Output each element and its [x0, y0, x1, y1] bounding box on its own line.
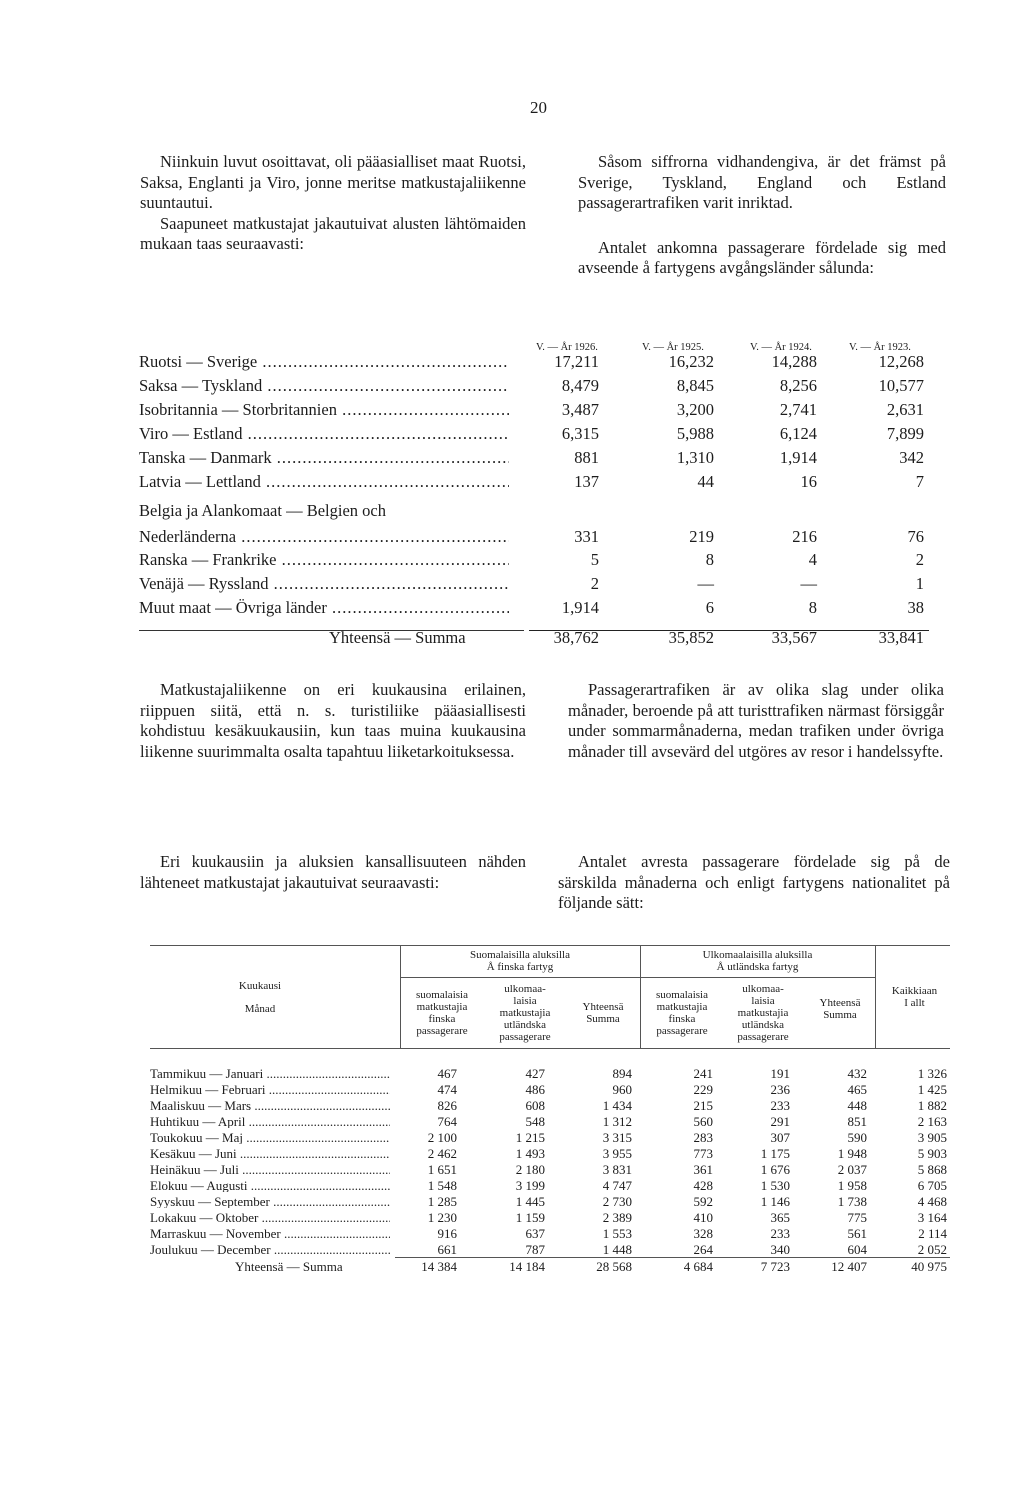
table-row	[139, 598, 939, 620]
table-row	[150, 1131, 950, 1144]
cell: 1,914	[779, 448, 817, 467]
header-foreign-domestic: suomalaisia matkustajia finska passagerare	[656, 989, 708, 1037]
table-row	[139, 501, 939, 523]
cell: 236	[770, 1082, 790, 1097]
cell: 448	[847, 1098, 867, 1113]
cell: 410	[693, 1210, 713, 1225]
header-month-sv: Månad	[244, 1003, 276, 1015]
cell: 851	[847, 1114, 867, 1129]
cell: 16,232	[668, 352, 714, 371]
year-header-1925: V. — År 1925.	[642, 342, 704, 353]
cell: 894	[612, 1066, 632, 1081]
cell: 1 230	[427, 1210, 457, 1225]
row-label: Maaliskuu — Mars .....	[150, 1099, 390, 1112]
cell: 881	[574, 448, 599, 467]
cell: 342	[899, 448, 924, 467]
cell: 3 905	[917, 1130, 947, 1145]
rule	[395, 1257, 950, 1258]
cell: —	[697, 574, 714, 593]
cell: 8	[705, 550, 714, 569]
cell: 219	[689, 527, 714, 546]
intro-fi-p2: Saapuneet matkustajat jakautuivat alusten lähtömaiden mukaan taas seuraavasti:	[140, 213, 526, 253]
intro-sv-p1: Såsom siffrorna vidhandengiva, är det främst på Sverige, Tyskland, England och Estland passagerartrafiken varit inriktad.	[578, 152, 946, 212]
cell: 6,124	[779, 424, 817, 443]
cell: 17,211	[554, 352, 599, 371]
cell: 5,988	[676, 424, 714, 443]
lower-fi-text: Eri kuukausiin ja aluksien kansallisuuteen nähden lähteneet matkustajat jakautuivat seuraavasti:	[140, 852, 526, 892]
row-label: Syyskuu — September .....	[150, 1195, 390, 1208]
cell: 137	[574, 472, 599, 491]
cell: 1 434	[602, 1098, 632, 1113]
cell: 1 651	[427, 1162, 457, 1177]
table-row	[139, 352, 939, 374]
cell: 604	[847, 1242, 867, 1257]
cell: 2,631	[886, 400, 924, 419]
cell: 2 730	[602, 1194, 632, 1209]
cell: 561	[847, 1226, 867, 1241]
cell: 1 448	[602, 1242, 632, 1257]
cell: 2 462	[427, 1146, 457, 1161]
cell: 773	[693, 1146, 713, 1161]
cell: 1 146	[760, 1194, 790, 1209]
cell: 637	[525, 1226, 545, 1241]
cell: 1 553	[602, 1226, 632, 1241]
cell: 1 738	[837, 1194, 867, 1209]
cell: 8	[808, 598, 817, 617]
cell: 14,288	[771, 352, 817, 371]
cell: 5 868	[917, 1162, 947, 1177]
cell: 1 948	[837, 1146, 867, 1161]
rule	[875, 945, 876, 1049]
cell: 7,899	[886, 424, 924, 443]
cell: 1 530	[760, 1178, 790, 1193]
table-row	[139, 448, 939, 470]
cell: 5 903	[917, 1146, 947, 1161]
cell: 3 831	[602, 1162, 632, 1177]
cell: 2 389	[602, 1210, 632, 1225]
cell: 3 315	[602, 1130, 632, 1145]
row-label: Viro — Estland .....	[139, 424, 509, 444]
cell: 3 199	[515, 1178, 545, 1193]
cell: 7 723	[760, 1259, 790, 1274]
cell: 432	[847, 1066, 867, 1081]
table-row	[150, 1083, 950, 1096]
cell: 16	[800, 472, 817, 491]
cell: 1 215	[515, 1130, 545, 1145]
cell: 787	[525, 1242, 545, 1257]
cell: 1 958	[837, 1178, 867, 1193]
cell: 608	[525, 1098, 545, 1113]
cell: 1 175	[760, 1146, 790, 1161]
table-row	[139, 400, 939, 422]
cell: 331	[574, 527, 599, 546]
cell: 560	[693, 1114, 713, 1129]
cell: 1 326	[917, 1066, 947, 1081]
cell: 241	[693, 1066, 713, 1081]
cell: 38	[907, 598, 924, 617]
cell: 2 163	[917, 1114, 947, 1129]
cell: —	[800, 574, 817, 593]
cell: 1 676	[760, 1162, 790, 1177]
cell: 2 100	[427, 1130, 457, 1145]
cell: 8,479	[561, 376, 599, 395]
table-row	[150, 1099, 950, 1112]
table-row	[150, 1211, 950, 1224]
row-label: Elokuu — Augusti .....	[150, 1179, 390, 1192]
cell: 283	[693, 1130, 713, 1145]
row-label: Kesäkuu — Juni .....	[150, 1147, 390, 1160]
cell: 2 114	[918, 1226, 947, 1241]
middle-sv-text: Passagerartrafiken är av olika slag under olika månader, beroende på att turisttrafiken närmast försiggår under sommarmånaderna, medan trafiken under övriga månader till avsevärd del utgöres av resor i handelssyfte.	[568, 680, 944, 761]
page-number: 20	[530, 98, 547, 117]
row-label: Latvia — Lettland .....	[139, 472, 509, 492]
cell: 465	[847, 1082, 867, 1097]
header-finnish-ships: Suomalaisilla aluksilla Å finska fartyg	[470, 949, 570, 973]
year-header-1924: V. — År 1924.	[750, 342, 812, 353]
cell: 960	[612, 1082, 632, 1097]
cell: 592	[693, 1194, 713, 1209]
cell: 2 052	[917, 1242, 947, 1257]
row-label: Joulukuu — December .....	[150, 1243, 390, 1256]
table-row	[150, 1179, 950, 1192]
cell: 474	[437, 1082, 457, 1097]
cell: 12,268	[878, 352, 924, 371]
cell: 33,567	[771, 628, 817, 647]
cell: 427	[525, 1066, 545, 1081]
intro-fi-p1: Niinkuin luvut osoittavat, oli pääasialliset maat Ruotsi, Saksa, Englanti ja Viro, jonne meritse matkustajaliikenne suuntautui.	[140, 152, 526, 212]
cell: 8,256	[779, 376, 817, 395]
cell: 44	[697, 472, 714, 491]
cell: 1 882	[917, 1098, 947, 1113]
table-row	[139, 472, 939, 494]
header-fi-total: Yhteensä Summa	[582, 1001, 624, 1025]
cell: 3 164	[917, 1210, 947, 1225]
header-grand-total: Kaikkiaan I allt	[891, 985, 938, 1009]
cell: 2	[915, 550, 924, 569]
cell: 3 955	[602, 1146, 632, 1161]
cell: 2,741	[779, 400, 817, 419]
cell: 2 037	[837, 1162, 867, 1177]
header-month-fi: Kuukausi	[238, 980, 282, 992]
cell: 1 548	[427, 1178, 457, 1193]
cell: 1 493	[515, 1146, 545, 1161]
cell: 1	[915, 574, 924, 593]
cell: 10,577	[878, 376, 924, 395]
cell: 38,762	[553, 628, 599, 647]
cell: 486	[525, 1082, 545, 1097]
table-row	[139, 424, 939, 446]
row-label: Venäjä — Ryssland .....	[139, 574, 509, 594]
lower-swedish	[558, 852, 950, 928]
row-label: Lokakuu — Oktober .....	[150, 1211, 390, 1224]
cell: 1 312	[602, 1114, 632, 1129]
table-row	[139, 574, 939, 596]
intro-swedish	[578, 152, 946, 293]
middle-swedish	[568, 680, 944, 776]
cell: 14 384	[421, 1259, 457, 1274]
table-row	[139, 376, 939, 398]
table-row	[150, 1147, 950, 1160]
row-label: Marraskuu — November .....	[150, 1227, 390, 1240]
cell: 775	[847, 1210, 867, 1225]
cell: 467	[437, 1066, 457, 1081]
middle-finnish	[140, 680, 526, 776]
intro-finnish	[140, 152, 526, 269]
lower-finnish	[140, 852, 526, 907]
cell: 307	[770, 1130, 790, 1145]
cell: 1 445	[515, 1194, 545, 1209]
total-label: Yhteensä — Summa	[329, 628, 466, 647]
cell: 216	[792, 527, 817, 546]
cell: 1,914	[561, 598, 599, 617]
cell: 40 975	[911, 1259, 947, 1274]
year-header-1926: V. — År 1926.	[536, 342, 598, 353]
cell: 14 184	[509, 1259, 545, 1274]
cell: 1 285	[427, 1194, 457, 1209]
cell: 4 468	[917, 1194, 947, 1209]
cell: 229	[693, 1082, 713, 1097]
cell: 1 159	[515, 1210, 545, 1225]
table-row	[150, 1067, 950, 1080]
cell: 33,841	[878, 628, 924, 647]
cell: 340	[770, 1242, 790, 1257]
header-fi-foreign: ulkomaa- laisia matkustajia utländska passagerare	[499, 983, 551, 1043]
cell: 76	[907, 527, 924, 546]
row-label: Tammikuu — Januari .....	[150, 1067, 390, 1080]
row-label: Isobritannia — Storbritannien .....	[139, 400, 509, 420]
row-label: Helmikuu — Februari .....	[150, 1083, 390, 1096]
cell: 764	[437, 1114, 457, 1129]
cell: 365	[770, 1210, 790, 1225]
cell: 3,487	[561, 400, 599, 419]
cell: 2	[590, 574, 599, 593]
header-foreign-ships: Ulkomaalaisilla aluksilla Å utländska fartyg	[702, 949, 813, 973]
cell: 233	[770, 1098, 790, 1113]
cell: 35,852	[668, 628, 714, 647]
cell: 6 705	[917, 1178, 947, 1193]
cell: 233	[770, 1226, 790, 1241]
row-label: Toukokuu — Maj .....	[150, 1131, 390, 1144]
table-row	[150, 1243, 950, 1256]
table-row	[150, 1163, 950, 1176]
total-label: Yhteensä — Summa	[235, 1259, 343, 1274]
cell: 361	[693, 1162, 713, 1177]
table-row	[139, 550, 939, 572]
cell: 1 425	[917, 1082, 947, 1097]
cell: 3,200	[676, 400, 714, 419]
cell: 28 568	[596, 1259, 632, 1274]
table-row	[139, 527, 939, 549]
cell: 4	[808, 550, 817, 569]
intro-sv-p2: Antalet ankomna passagerare fördelade sig med avseende å fartygens avgångsländer sålunda:	[578, 237, 946, 277]
year-header-1923: V. — År 1923.	[849, 342, 911, 353]
table-row	[150, 1115, 950, 1128]
cell: 661	[437, 1242, 457, 1257]
row-label: Tanska — Danmark .....	[139, 448, 509, 468]
cell: 4 747	[602, 1178, 632, 1193]
rule	[400, 977, 875, 978]
row-label: Saksa — Tyskland .....	[139, 376, 509, 396]
cell: 191	[770, 1066, 790, 1081]
lower-sv-text: Antalet avresta passagerare fördelade sig på de särskilda månaderna och enligt fartygens nationalitet på följande sätt:	[558, 852, 950, 912]
cell: 916	[437, 1226, 457, 1241]
row-label: Muut maat — Övriga länder .....	[139, 598, 509, 618]
header-foreign-total: Yhteensä Summa	[819, 997, 861, 1021]
cell: 12 407	[831, 1259, 867, 1274]
total-row	[139, 628, 939, 650]
cell: 264	[693, 1242, 713, 1257]
header-fi-domestic: suomalaisia matkustajia finska passagerare	[416, 989, 468, 1037]
middle-fi-text: Matkustajaliikenne on eri kuukausina erilainen, riippuen siitä, että n. s. turistiliike pääasiallisesti kohdistuu kesäkuukausiin, kun taas muina kuukausina liikenne suurimmalta osalta tapahtuu liiketarkoituksessa.	[140, 680, 526, 761]
row-label: Ruotsi — Sverige .....	[139, 352, 509, 372]
row-label: Belgia ja Alankomaat — Belgien och	[139, 501, 386, 520]
row-label: Heinäkuu — Juli .....	[150, 1163, 390, 1176]
cell: 2 180	[515, 1162, 545, 1177]
cell: 826	[437, 1098, 457, 1113]
cell: 6,315	[561, 424, 599, 443]
header-foreign-foreign: ulkomaa- laisia matkustajia utländska passagerare	[737, 983, 789, 1043]
cell: 8,845	[676, 376, 714, 395]
rule	[150, 945, 950, 946]
row-label: Huhtikuu — April .....	[150, 1115, 390, 1128]
cell: 291	[770, 1114, 790, 1129]
monthly-table	[150, 945, 950, 1285]
cell: 6	[705, 598, 714, 617]
cell: 428	[693, 1178, 713, 1193]
total-row	[150, 1260, 950, 1273]
row-label: Ranska — Frankrike .....	[139, 550, 509, 570]
cell: 548	[525, 1114, 545, 1129]
cell: 7	[915, 472, 924, 491]
cell: 1,310	[676, 448, 714, 467]
cell: 4 684	[683, 1259, 713, 1274]
table-row	[150, 1227, 950, 1240]
row-label: Nederländerna .....	[139, 527, 509, 547]
cell: 5	[590, 550, 599, 569]
rule	[150, 1048, 950, 1049]
table-row	[150, 1195, 950, 1208]
cell: 590	[847, 1130, 867, 1145]
cell: 215	[693, 1098, 713, 1113]
cell: 328	[693, 1226, 713, 1241]
